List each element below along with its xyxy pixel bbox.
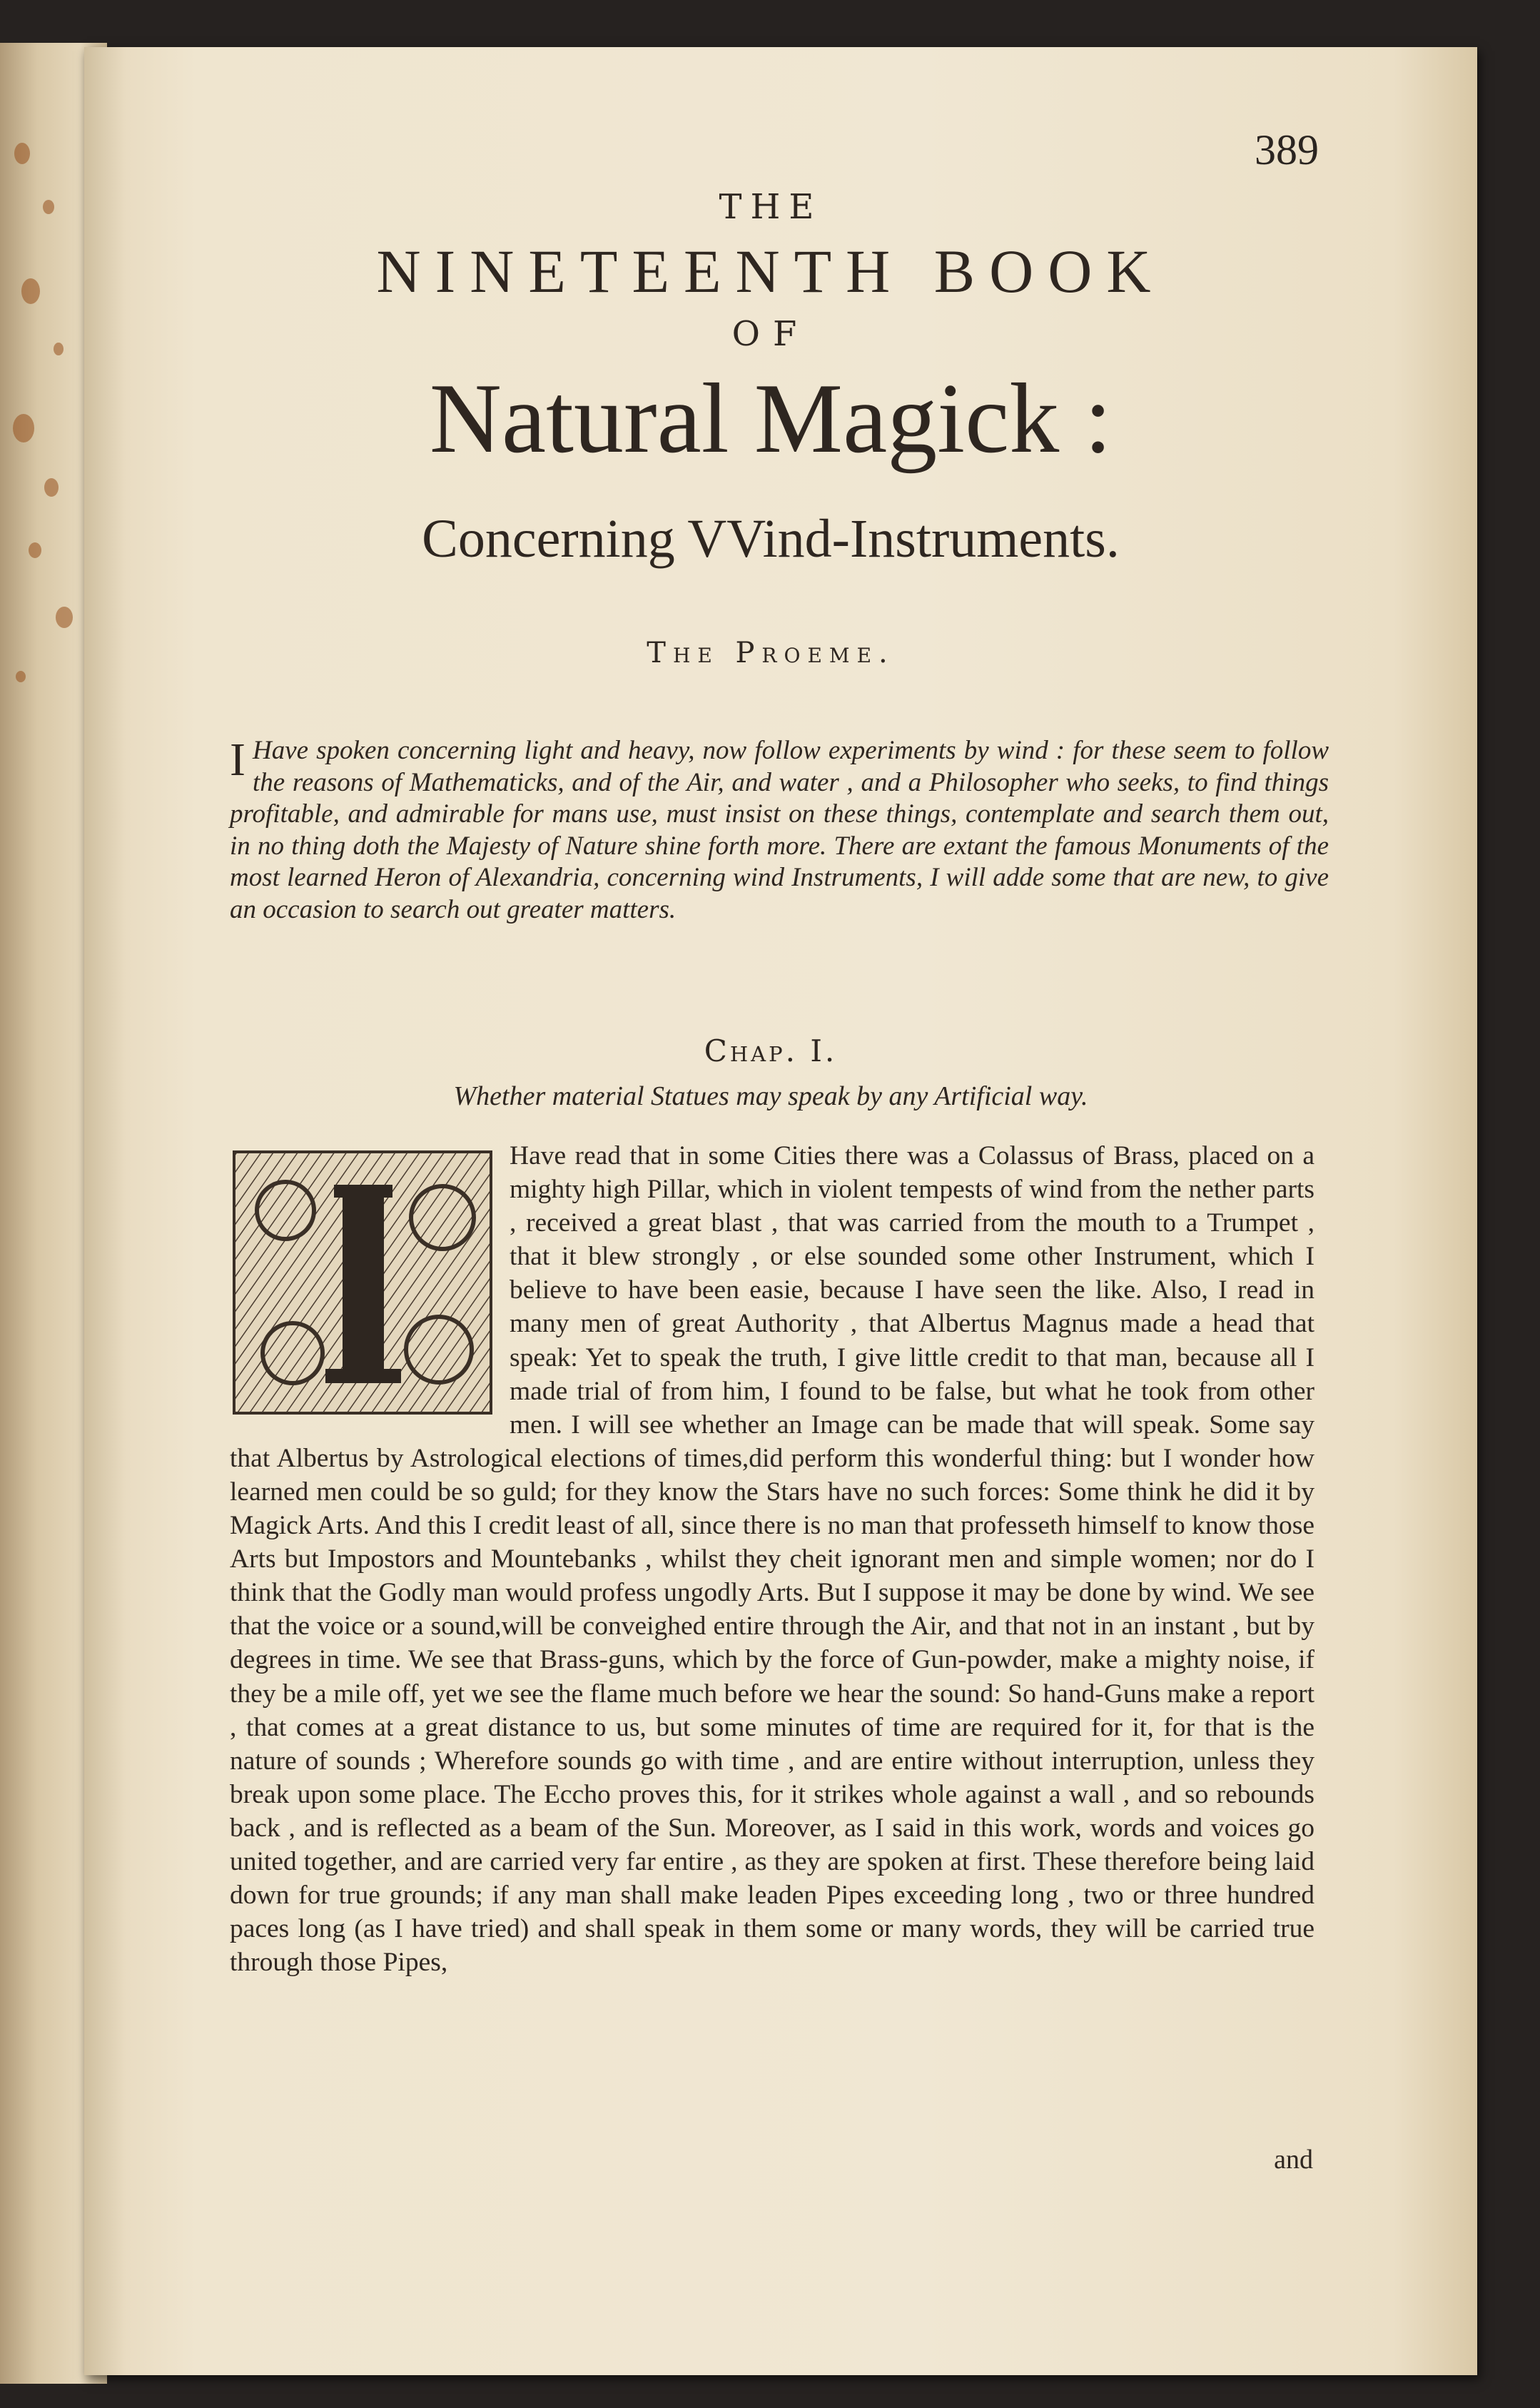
heading-book: NINETEENTH BOOK xyxy=(376,237,1165,305)
proeme-body: Have spoken concerning light and heavy, now follow experiments by wind : for these seem to follow the reasons of Mathematicks, and of the Air, and water , and a Philosopher who seeks, to find things profitable, and admirable for mans use, must insist on these things, contemplate and search them out, in no thing doth the Majesty of Nature shine forth more. There are extant the famous Monuments of the most learned Heron of Alexandria, concerning wind Instruments, I will adde some that are new, to give an occasion to search out greater matters. xyxy=(230,736,1329,924)
foxing-stain xyxy=(43,200,54,214)
foxing-stain xyxy=(16,671,26,682)
foxing-stain xyxy=(14,143,30,164)
chapter-body-text: Have read that in some Cities there was a Colassus of Brass, placed on a mighty high Pillar, which in violent tempests of wind from the nether parts , received a great blast , that was carried from the mouth to a Trumpet , that it blew strongly , or else sounded some other Instrument, which I believe to have been easie, because I have seen the like. Also, I read in many men of great Authority , that Albertus Magnus made a head that speak: Yet to speak the truth, I give little credit to that man, because all I made trial of from him, I found to be false, but what he took from other men. I will see whether an Image can be made that will speak. Some say that Albertus by Astrological elections of times,did perform this wonderful thing: but I wonder how learned men could be so guld; for they know the Stars have no such forces: Some think he did it by Magick Arts. And this I credit least of all, since there is no man that professeth himself to know those Arts but Impostors and Mountebanks , whilst they cheit ignorant men and simple women; nor do I think that the Godly man would profess ungodly Arts. But I suppose it may be done by wind. We see that the voice or a sound,will be conveighed entire through the Air, and that not in an instant , but by degrees in time. We see that Brass-guns, which by the force of Gun-powder, make a mighty noise, if they be a mile off, yet we see the flame much before we hear the sound: So hand-Guns make a report , that comes at a great distance to us, but some minutes of time are required for it, for that is the nature of sounds ; Wherefore sounds go with time , and are entire without interruption, unless they break upon some place. The Eccho proves this, for it strikes whole against a wall , and so rebounds back , and is reflected as a beam of the Sun. Moreover, as I said in this work, words and voices go united together, and are carried very far entire , as they are spoken at first. These therefore being laid down for true grounds; if any man shall make leaden Pipes exceeding long , two or three hundred paces long (as I have tried) and shall speak in them some or many words, they will be carried true through those Pipes, xyxy=(230,1141,1314,1978)
chapter-heading: Chap. I. xyxy=(704,1033,838,1068)
foxing-stain xyxy=(21,278,40,304)
proeme-paragraph xyxy=(230,735,1329,926)
page-number: 389 xyxy=(1255,126,1319,173)
chapter-body xyxy=(230,1139,1314,1979)
foxing-stain xyxy=(44,478,59,497)
chapter-title: Whether material Statues may speak by any Artificial way. xyxy=(453,1081,1088,1111)
foxing-stain xyxy=(54,343,64,355)
heading-the: THE xyxy=(719,187,823,227)
book-subtitle: Concerning VVind-Instruments. xyxy=(422,509,1120,569)
foxing-stain xyxy=(56,607,73,628)
catchword: and xyxy=(1274,2145,1313,2175)
book-title: Natural Magick : xyxy=(429,363,1113,474)
proeme-initial: I xyxy=(230,734,245,786)
proeme-heading: The Proeme. xyxy=(647,637,895,669)
foxing-stain xyxy=(29,542,41,558)
heading-of: OF xyxy=(731,314,810,354)
foxing-stain xyxy=(13,414,34,442)
initial-spacer xyxy=(230,1139,510,1425)
